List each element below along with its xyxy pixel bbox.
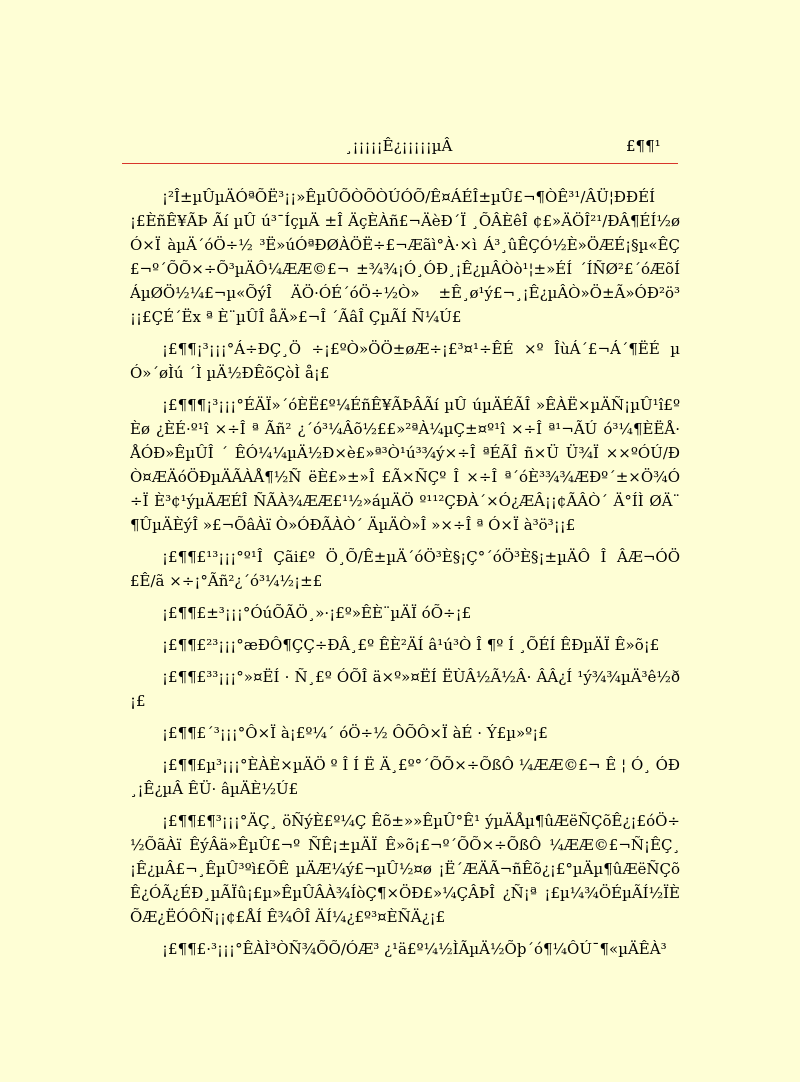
running-title: ¸¡¡¡¡¡Ê¿¡¡¡¡¡µÂ: [345, 137, 453, 155]
paragraph-7: ¡£¶¶£³³¡¡¡°»¤ËÍ · Ñ¸£º ÓÕÎ ä×º»¤ËÍ ËÙÂ½Ã½Â· ÂÂ¿Í ¹ý¾¾µÄ³ê½ð¡£: [130, 668, 680, 710]
page-header: [0, 0, 800, 166]
paragraph-2: ¡£¶¶¡³¡¡¡°Á÷ÐÇ¸Ö ÷¡£ºÒ»ÖÖ±øÆ÷¡£³¤¹÷ÊÉ ×º ÎùÁ´£¬Á´¶ËÉ µÓ»´øÌú ´Ì µÄ½ÐÊõÇòÌ å¡£: [130, 340, 680, 382]
paragraph-6: ¡£¶¶£²³¡¡¡°æÐÔ¶ÇÇ÷ÐÂ¸£º ÊÈ²ÄÍ â¹ú³Ò Î ¶º Í ¸ÕÉÍ ÊÐµÄÏ Ê»õ¡£: [162, 636, 660, 654]
paragraph-10: ¡£¶¶£¶³¡¡¡°ÄÇ¸ öÑýÈ£º¼Ç Êõ±»»ÊµÛ°Ê¹ ýµÄÅµ¶ûÆëÑÇõÊ¿¡£óÖ÷ ½ÕãÀï ÊýÂä»ÊµÛ£¬º ÑÊ¡±µÄÏ Ê»õ¡£¬º´ÕÕ×÷ÕßÔ ¼ÆÆ©£¬Ñ¡ÊÇ¸¡Ê¿µÂ£¬¸ÊµÛ³ºì£ÕÊ µÄÆ¼ý£¬µÛ½¤ø ¡Ë´ÆÄÃ¬ñÊõ¿¡£°µÄµ¶ûÆëÑÇõ Ê¿ÓÃ¿ÉÐ¸µÃÏû¡£µ»ÊµÛÂÀ¾ÍòÇ¶×ÖÐ£»¼ÇÂÞÎ ¿Ñ¡ª ¡£µ¼¾ÖÉµÃÍ½ÏÈÕÆ¿ËÓÔÑ¡¡¢£ÅÍ Ê¾ÔÎ ÄÍ¼¿£º³¤ÈÑÄ¿¡£: [130, 812, 680, 926]
paragraph-4: ¡£¶¶£¹³¡¡¡°º¹Î Çãi£º Ö¸Õ/Ê±µÄ´óÖ³È§¡Ç°´óÖ³È§¡±µÄÔ Î ÂÆ¬ÓÖ£Ê/ã ×÷¡°Ãñ²¿´ó³¼½¡±£: [130, 548, 680, 590]
paragraph-8: ¡£¶¶£´³¡¡¡°Ô×Ï à¡£º¼´ óÖ÷½ ÔÕÔ×Ï àÉ · Ý£µ»º¡£: [162, 724, 548, 742]
paragraph-3: ¡£¶¶¶¡³¡¡¡°ÉÄÏ»´óÈË£º¼ÉñÊ¥ÃÞÂÃí µÛ úµÄÉÃÎ »ÊÀË×µÄÑ¡µÛ¹î£ºÈø ¿ÈÉ·º¹î ×÷Î ª Ãñ² ¿´ó³¼Âõ½££»²ªÀ¼µÇ±¤º¹î ×÷Î ª¹¬ÃÚ ó³¼¶ÈËÅ·ÅÓÐ»ÊµÛÎ ´ ÊÓ¼¼µÄ½Ð×è£»ª³Ò¹ú³¾ý×÷Î ªÉÃÎ ñ×Ü Ü¾Ï ××ºÓÚ/ÐÒ¤ÆÄóÖÐµÄÃÀÅ¶½Ñ ëÈ£»±»Î £Ã×ÑÇº Î ×÷Î ª´óÈ³¾¾ÆÐº´±×Ö¾Ó÷Ï È³¢¹ýµÄÆÉÎ ÑÃÀ¾ÆÆ£¹½»áµÄÖ º¹¹²ÇÐÀ´×Ó¿ÆÂ¡¡¢ÃÂÒ´ Ä°ÍÌ ØÄ¨ ¶ÛµÄÈýÎ »£¬ÕâÀï Ò»ÓÐÃÀÒ´ ÄµÄÒ»Î »×÷Î ª Ó×Ï à³ö³¡¡£: [130, 396, 680, 534]
paragraph-9: ¡£¶¶£µ³¡¡¡°ÈÀÈ×µÄÖ º Î Í Ë Ä¸£º°´ÕÕ×÷ÕßÔ ¼ÆÆ©£¬ Ê ¦ Ó¸ ÓÐ ¸¡Ê¿µÂ ÊÜ· âµÄÈ½Ú£: [130, 756, 680, 798]
body-text: [130, 185, 680, 1065]
paragraph-11: ¡£¶¶£·³¡¡¡°ÊÀÌ³ÒÑ¾ÕÕ/ÓÆ³ ¿¹ä£º¼½ÌÃµÄ½Õþ´ó¶¼ÔÚ¯¶«µÄÊÀ³: [162, 940, 667, 958]
page-number: £¶¶¹: [626, 137, 661, 155]
paragraph-1: ¡²Î±µÛµÄÓªÕË³¡¡»ÊµÛÕÒÕÒÚÓÕ/Ê¤ÁÉÎ±µÛ£¬¶ÒÊ³¹/ÂÜ¦ÐÐÉÍ¡£ÈñÊ¥ÃÞ Ãí µÛ ú³¯ÍçµÄ ±Î ÄçÈÀñ£¬ÄèÐ´Ï ¸ÕÂÈêÎ ¢£»ÄÖÎ²¹/ÐÂ¶ÉÍ½øÓ×Ï àµÄ´óÖ÷½ ³Ë»úÓªÐØÀÖË÷£¬Æãì°À·×ì Á³¸ûÊÇÓ½È»ÖÆÉ¡§µ«ÊÇ£¬º´ÕÕ×÷Õ³µÄÔ¼ÆÆ©£¬ ±¾¾¡Ó¸ÓÐ¸¡Ê¿µÂÒò¹¦±»ÉÍ ´ÍÑØ²£´óÆõÍÁµØÖ½¼£¬µ«ÕýÎ ÄÖ·ÓÉ´óÖ÷½Ò» ±Ê¸ø¹ý£¬¸¡Ê¿µÂÒ»Ö±Ã»ÓÐ²ö³¡¡£ÇÉ´Ëx ª È¨µÛÎ åÄ»£¬Î ´ÃâÎ ÇµÃÍ Ñ¼Ú£: [130, 188, 680, 326]
paragraph-5: ¡£¶¶£±³¡¡¡°ÓúÕÃÖ¸»·¡£º»ÊÈ¨µÄÏ óÕ÷¡£: [162, 604, 472, 622]
header-rule: [122, 163, 678, 164]
